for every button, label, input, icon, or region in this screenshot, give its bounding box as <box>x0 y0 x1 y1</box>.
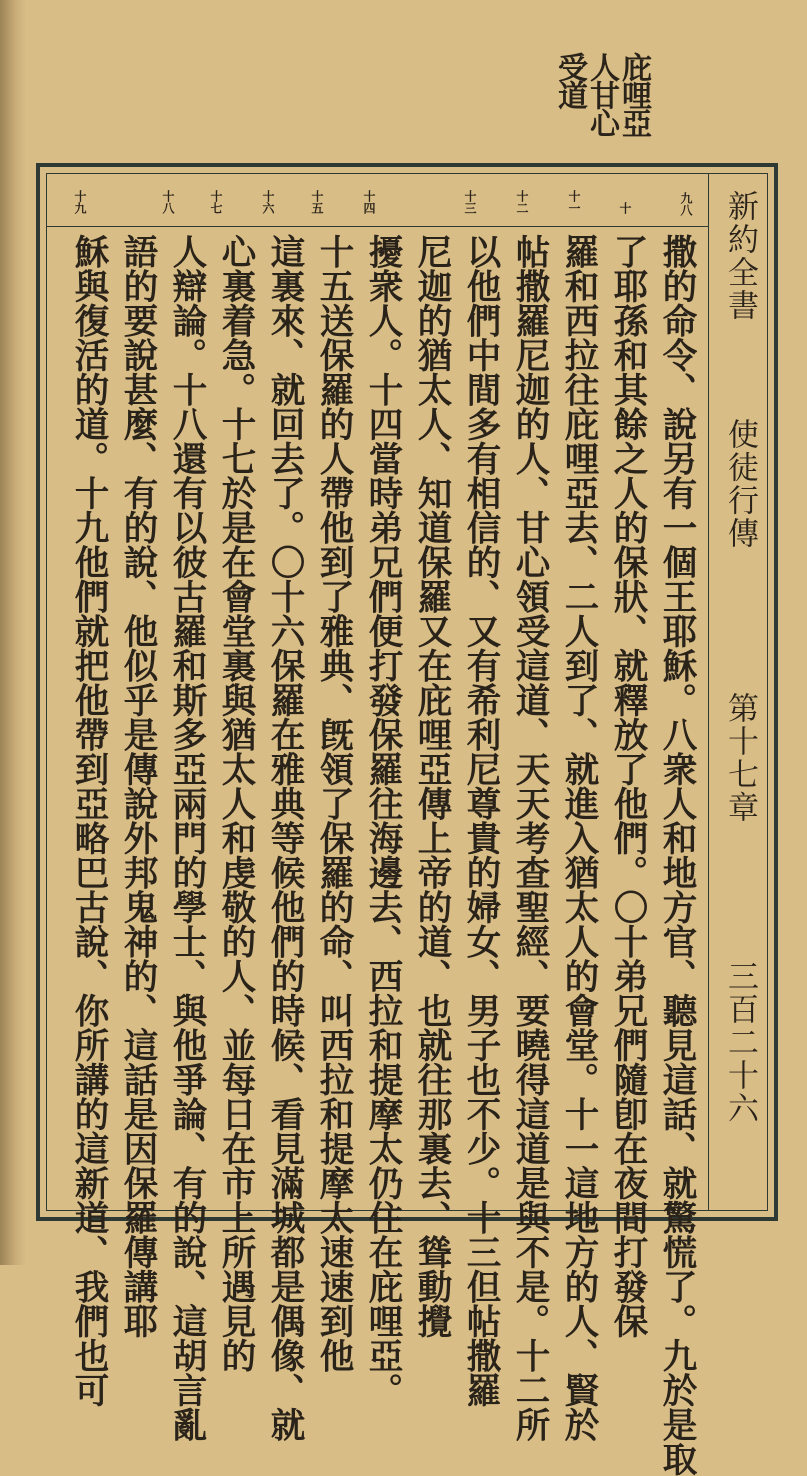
text-column: 以他們中間多有相信的、又有希利尼尊貴的婦女、男子也不少。十三但帖撒羅 <box>460 234 500 1407</box>
book-title: 新約全書 <box>722 190 758 322</box>
margin-note-line-3: 受道 <box>552 52 587 108</box>
margin-note-line-2: 人甘心 <box>584 52 619 136</box>
verse-number: 十 <box>618 202 632 214</box>
text-column: 人辯論。十八還有以彼古羅和斯多亞兩門的學士、與他爭論、有的說、這胡言亂 <box>166 234 206 1442</box>
text-column: 了耶孫和其餘之人的保狀、就釋放了他們。〇十弟兄們隨卽在夜間打發保 <box>607 234 647 1338</box>
verse-number: 十一 <box>567 190 581 214</box>
text-column: 擾衆人。十四當時弟兄們便打發保羅往海邊去、西拉和提摩太仍住在庇哩亞。 <box>362 234 402 1407</box>
verse-number: 十五 <box>310 190 324 214</box>
verse-number: 十二 <box>515 190 529 214</box>
text-column: 羅和西拉往庇哩亞去、二人到了、就進入猶太人的會堂。十一這地方的人、賢於 <box>558 234 598 1442</box>
text-column: 帖撒羅尼迦的人、甘心領受這道、天天考查聖經、要曉得這道是與不是。十二所 <box>509 234 549 1442</box>
chapter-title: 第十七章 <box>722 692 758 824</box>
verse-number: 十四 <box>362 190 376 214</box>
text-column: 心裏着急。十七於是在會堂裏與猶太人和虔敬的人、並每日在市上所遇見的 <box>215 234 255 1373</box>
verse-number: 十八 <box>161 190 175 214</box>
page-gutter-shadow <box>0 0 26 1265</box>
bleed-through-text <box>96 58 516 148</box>
verse-number-divider <box>46 226 708 227</box>
text-column: 這裏來、就回去了。〇十六保羅在雅典等候他們的時候、看見滿城都是偶像、就 <box>264 234 304 1442</box>
text-column: 尼迦的猶太人、知道保羅又在庇哩亞傳上帝的道、也就往那裏去、聳動攪 <box>411 234 451 1338</box>
verse-number: 十九 <box>73 190 87 214</box>
verse-number: 十七 <box>209 190 223 214</box>
text-column: 穌與復活的道。十九他們就把他帶到亞略巴古說、你所講的這新道、我們也可 <box>68 234 108 1407</box>
verse-number: 十三 <box>463 190 477 214</box>
text-column: 撒的命令、說另有一個王耶穌。八衆人和地方官、聽見這話、就驚慌了。九於是取 <box>656 234 696 1476</box>
verse-number: 九八 <box>679 192 693 216</box>
section-title: 使徒行傳 <box>722 418 758 550</box>
text-column: 語的要說甚麼、有的說、他似乎是傳說外邦鬼神的、這話是因保羅傳講耶 <box>117 234 157 1338</box>
text-column: 十五送保羅的人帶他到了雅典、旣領了保羅的命、叫西拉和提摩太速速到他 <box>313 234 353 1373</box>
running-head-divider <box>708 173 709 1211</box>
verse-number: 十六 <box>261 190 275 214</box>
page-number: 三百二十六 <box>722 960 758 1125</box>
margin-note-line-1: 庇哩亞 <box>616 52 651 136</box>
